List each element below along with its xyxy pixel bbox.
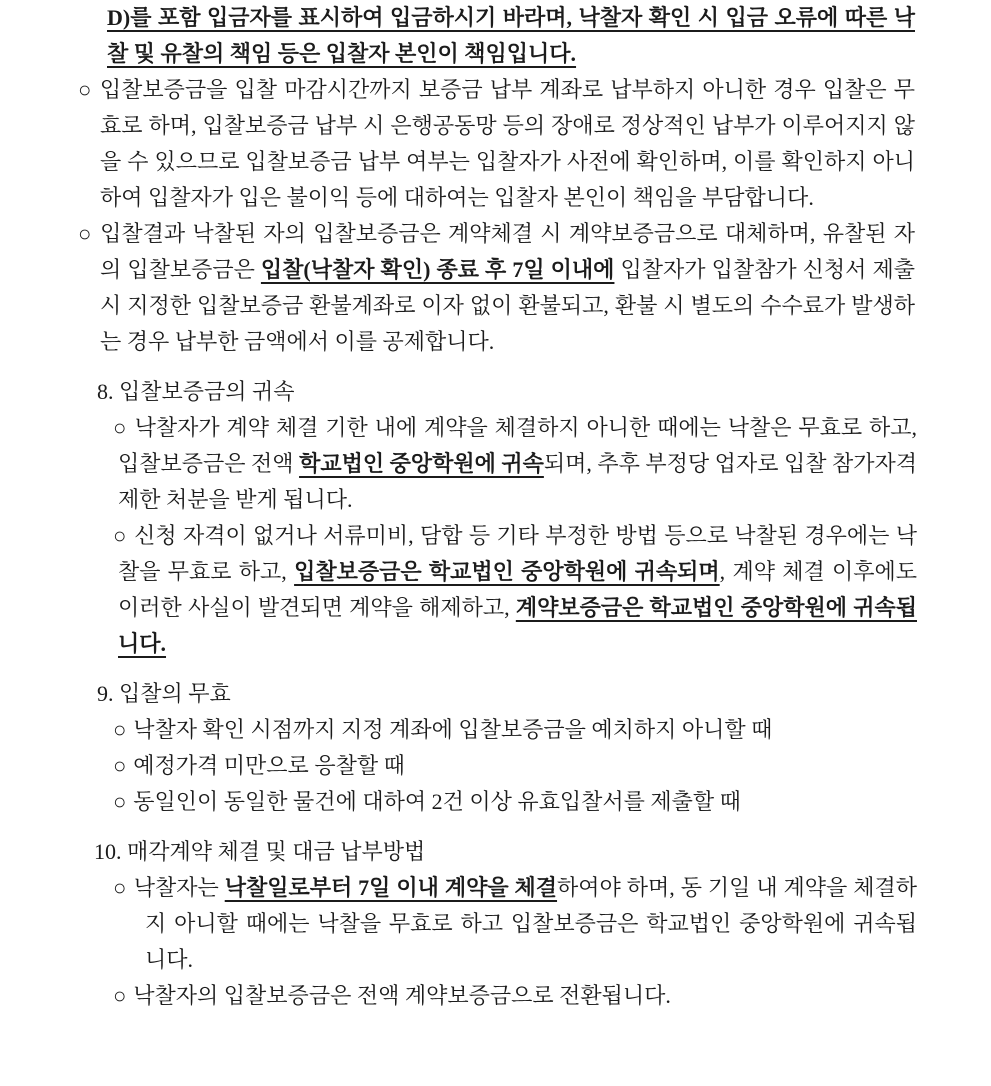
circle-bullet-icon: ○ [78, 221, 94, 246]
bullet-text: 되며, 추후 부정당 업자로 입찰 참가자격 제한 처분을 받게 됩니다. [118, 451, 917, 512]
bullet-text: 예정가격 미만으로 응찰할 때 [133, 753, 405, 778]
bullet-item [0, 870, 991, 978]
bullet-text: 동일인이 동일한 물건에 대하여 2건 이상 유효입찰서를 제출할 때 [133, 789, 741, 814]
circle-bullet-icon: ○ [113, 789, 127, 814]
circle-bullet-icon: ○ [113, 523, 128, 548]
circle-bullet-icon: ○ [113, 983, 127, 1008]
bullet-text-emphasis: 학교법인 중앙학원에 귀속 [299, 451, 544, 476]
bullet-text: , 계약 체결 이후에도 이러한 사실이 발견되면 계약을 해제하고, [118, 559, 917, 620]
intro-text: D)를 포함 입금자를 표시하여 입금하시기 바라며, 낙찰자 확인 시 입금 오류에 따른 낙찰 및 유찰의 책임 등은 입찰자 본인이 책임입니다. [107, 5, 915, 66]
bullet-text: 신청 자격이 없거나 서류미비, 담합 등 기타 부정한 방법 등으로 낙찰된 경우에는 낙찰을 무효로 하고, [118, 523, 917, 584]
bullet-item [0, 712, 991, 748]
bullet-text-emphasis: 낙찰일로부터 7일 이내 계약을 체결 [224, 875, 558, 900]
bullet-item [0, 410, 991, 518]
section-heading-8: 8. 입찰보증금의 귀속 [97, 379, 295, 404]
bullet-item [0, 216, 991, 360]
bullet-text: 낙찰자의 입찰보증금은 전액 계약보증금으로 전환됩니다. [133, 983, 671, 1008]
bullet-text: 낙찰자가 계약 체결 기한 내에 계약을 체결하지 아니한 때에는 낙찰은 무효로 하고, 입찰보증금은 전액 [118, 415, 917, 476]
bullet-item [0, 748, 991, 784]
bullet-text-emphasis: 입찰보증금은 학교법인 중앙학원에 귀속되며 [294, 559, 720, 584]
circle-bullet-icon: ○ [113, 753, 127, 778]
bullet-text: 입찰자가 입찰참가 신청서 제출 시 지정한 입찰보증금 환불계좌로 이자 없이 환불되고, 환불 시 별도의 수수료가 발생하는 경우 납부한 금액에서 이를 공제합니다. [100, 257, 915, 354]
bullet-text-emphasis: 계약보증금은 학교법인 중앙학원에 귀속됩니다. [118, 595, 917, 656]
bullet-item [0, 72, 991, 216]
circle-bullet-icon: ○ [113, 875, 127, 900]
bullet-item [0, 978, 991, 1014]
bullet-text-emphasis: 입찰(낙찰자 확인) 종료 후 7일 이내에 [260, 257, 615, 282]
bullet-text: 하여야 하며, 동 기일 내 계약을 체결하지 아니할 때에는 낙찰을 무효로 하고 입찰보증금은 학교법인 중앙학원에 귀속됩니다. [145, 875, 918, 972]
circle-bullet-icon: ○ [113, 717, 127, 742]
circle-bullet-icon: ○ [78, 77, 93, 102]
bullet-item [0, 784, 991, 820]
circle-bullet-icon: ○ [113, 415, 128, 440]
intro-paragraph [0, 0, 991, 72]
bullet-text: 낙찰자 확인 시점까지 지정 계좌에 입찰보증금을 예치하지 아니할 때 [133, 717, 773, 742]
bullet-text: 입찰보증금을 입찰 마감시간까지 보증금 납부 계좌로 납부하지 아니한 경우 입찰은 무효로 하며, 입찰보증금 납부 시 은행공동망 등의 장애로 정상적인 납부가 이루어지지 않을 수 있으므로 입찰보증금 납부 여부는 입찰자가 사전에 확인하며, 이를 확인하지 아니하여 입찰자가 입은 불이익 등에 대하여는 입찰자 본인이 책임을 부담합니다. [99, 77, 915, 210]
bullet-item [0, 518, 991, 662]
bullet-text: 낙찰자는 [133, 875, 225, 900]
section-heading-9: 9. 입찰의 무효 [97, 681, 231, 706]
section-heading-10: 10. 매각계약 체결 및 대금 납부방법 [94, 839, 426, 864]
bullet-text: 입찰결과 낙찰된 자의 입찰보증금은 계약체결 시 계약보증금으로 대체하며, 유찰된 자의 입찰보증금은 [100, 221, 915, 282]
